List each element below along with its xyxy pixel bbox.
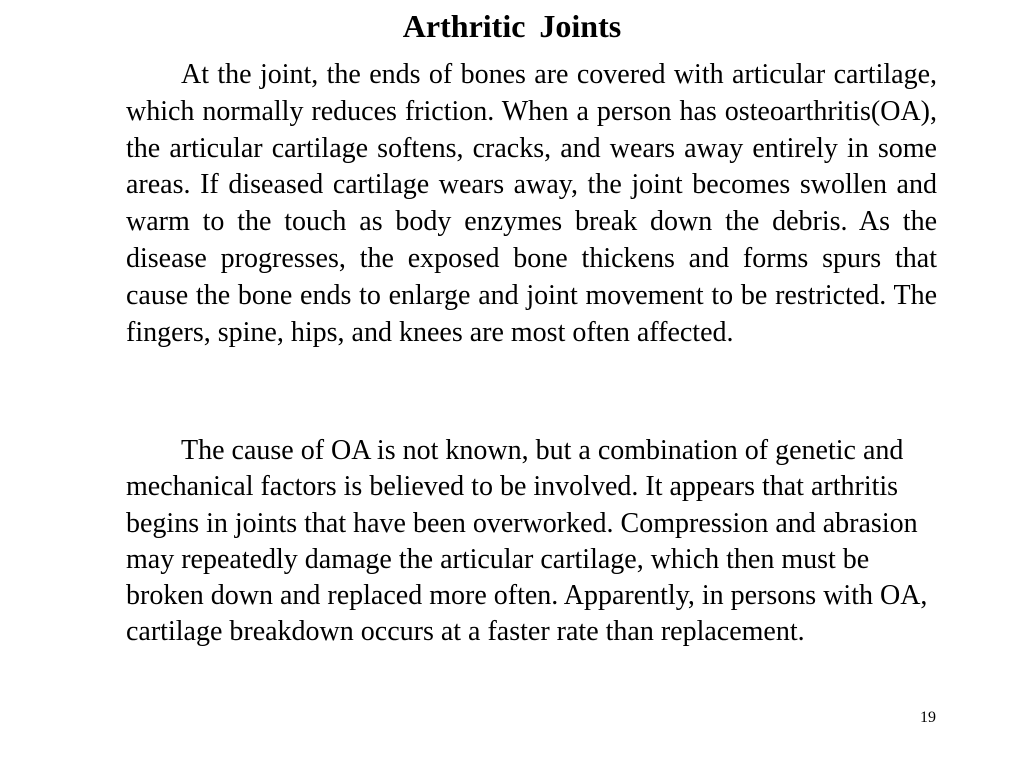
- paragraph-cartilage-description: At the joint, the ends of bones are covered with articular cartilage, which normally reduces friction. When a person has osteoarthritis(OA), the articular cartilage softens, cracks, and wears away entirely in some areas. If diseased cartilage wears away, the joint becomes swollen and warm to the touch as body enzymes break down the debris. As the disease progresses, the exposed bone thickens and forms spurs that cause the bone ends to enlarge and joint movement to be restricted. The fingers, spine, hips, and knees are most often affected.: [126, 59, 937, 348]
- page-number: 19: [920, 709, 936, 726]
- paragraph-oa-cause: The cause of OA is not known, but a combination of genetic and mechanical factors is believed to be involved. It appears that arthritis begins in joints that have been overworked. Compression and abrasion may repeatedly damage the articular cartilage, which then must be broken down and replaced more often. Apparently, in persons with OA, cartilage breakdown occurs at a faster rate than replacement.: [126, 435, 928, 648]
- slide-title: Arthritic Joints: [402, 8, 622, 44]
